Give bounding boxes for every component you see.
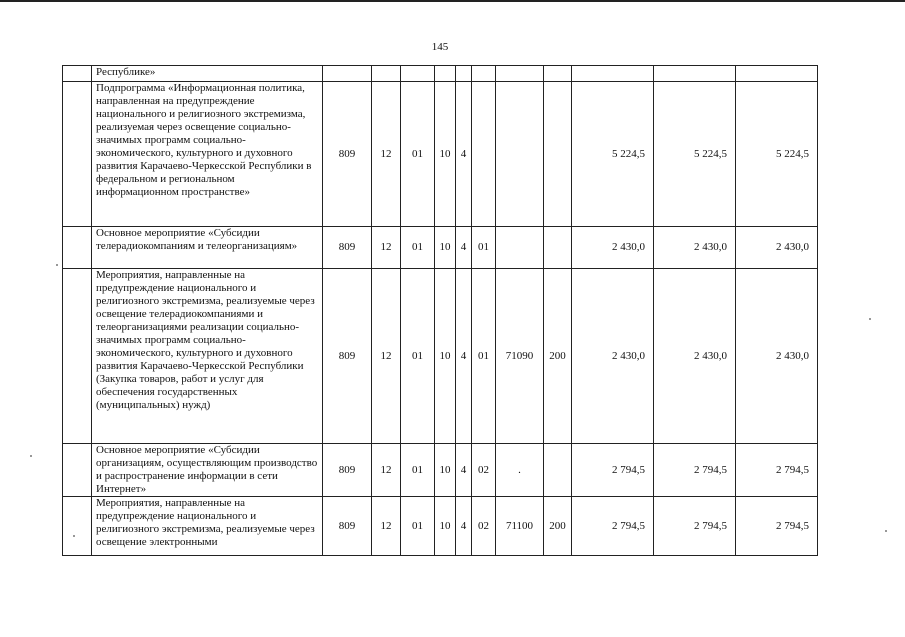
subprogram-cell — [456, 66, 472, 82]
csr-cell: 71090 — [496, 269, 544, 444]
name-cell: Мероприятия, направленные на предупреждение национального и религиозного экстремизма, реализуемые через освещение электронными — [92, 497, 323, 556]
row-number-cell — [63, 269, 92, 444]
scan-speck — [885, 530, 887, 532]
amount-year3-cell: 2 794,5 — [736, 497, 818, 556]
vr-cell: 200 — [544, 497, 572, 556]
amount-year2-cell — [654, 66, 736, 82]
rz-cell: 12 — [372, 444, 401, 497]
table-row — [63, 227, 818, 269]
table-row — [63, 444, 818, 497]
program-cell: 10 — [435, 497, 456, 556]
csr-cell: . — [496, 444, 544, 497]
vr-cell — [544, 444, 572, 497]
event-cell: 01 — [472, 227, 496, 269]
csr-cell — [496, 82, 544, 227]
event-cell: 02 — [472, 444, 496, 497]
amount-year3-cell: 5 224,5 — [736, 82, 818, 227]
ved-cell: 809 — [323, 82, 372, 227]
subprogram-cell: 4 — [456, 227, 472, 269]
amount-year2-cell: 2 794,5 — [654, 497, 736, 556]
amount-year3-cell: 2 794,5 — [736, 444, 818, 497]
amount-year1-cell — [572, 66, 654, 82]
scan-speck — [30, 455, 32, 457]
amount-year2-cell: 5 224,5 — [654, 82, 736, 227]
table-row — [63, 66, 818, 82]
rz-cell: 12 — [372, 269, 401, 444]
csr-cell: 71100 — [496, 497, 544, 556]
amount-year2-cell: 2 430,0 — [654, 227, 736, 269]
page-number: 145 — [431, 41, 449, 53]
vr-cell — [544, 82, 572, 227]
row-number-cell — [63, 444, 92, 497]
pr-cell: 01 — [401, 444, 435, 497]
pr-cell — [401, 66, 435, 82]
subprogram-cell: 4 — [456, 444, 472, 497]
subprogram-cell: 4 — [456, 497, 472, 556]
amount-year2-cell: 2 430,0 — [654, 269, 736, 444]
event-cell: 02 — [472, 497, 496, 556]
amount-year1-cell: 5 224,5 — [572, 82, 654, 227]
event-cell — [472, 82, 496, 227]
vr-cell — [544, 227, 572, 269]
budget-table — [62, 65, 818, 556]
rz-cell: 12 — [372, 82, 401, 227]
name-cell: Основное мероприятие «Субсидии телерадиокомпаниям и телеорганизациям» — [92, 227, 323, 269]
vr-cell: 200 — [544, 269, 572, 444]
scan-speck — [869, 318, 871, 320]
pr-cell: 01 — [401, 497, 435, 556]
amount-year3-cell: 2 430,0 — [736, 269, 818, 444]
scan-top-edge — [0, 0, 905, 2]
amount-year3-cell — [736, 66, 818, 82]
table-row — [63, 82, 818, 227]
program-cell — [435, 66, 456, 82]
amount-year1-cell: 2 430,0 — [572, 269, 654, 444]
ved-cell — [323, 66, 372, 82]
csr-cell — [496, 227, 544, 269]
name-cell: Подпрограмма «Информационная политика, направленная на предупреждение национального и религиозного экстремизма, реализуемая через освещение социально-значимых программ социально-экономического, культурного и духовного развития Карачаево-Черкесской Республики в федеральном и региональном информационном пространстве» — [92, 82, 323, 227]
program-cell: 10 — [435, 444, 456, 497]
subprogram-cell: 4 — [456, 269, 472, 444]
event-cell: 01 — [472, 269, 496, 444]
pr-cell: 01 — [401, 227, 435, 269]
row-number-cell — [63, 82, 92, 227]
rz-cell: 12 — [372, 227, 401, 269]
row-number-cell — [63, 66, 92, 82]
program-cell: 10 — [435, 227, 456, 269]
name-cell: Мероприятия, направленные на предупреждение национального и религиозного экстремизма, реализуемые через освещение телерадиокомпаниями и телеорганизациями реализации социально-значимых программ социально-экономического, культурного и духовного развития Карачаево-Черкесской Республики (Закупка товаров, работ и услуг для обеспечения государственных (муниципальных) нужд) — [92, 269, 323, 444]
vr-cell — [544, 66, 572, 82]
ved-cell: 809 — [323, 444, 372, 497]
amount-year1-cell: 2 794,5 — [572, 444, 654, 497]
pr-cell: 01 — [401, 82, 435, 227]
amount-year3-cell: 2 430,0 — [736, 227, 818, 269]
amount-year1-cell: 2 794,5 — [572, 497, 654, 556]
event-cell — [472, 66, 496, 82]
name-cell: Республике» — [92, 66, 323, 82]
program-cell: 10 — [435, 269, 456, 444]
scan-speck — [56, 264, 58, 266]
ved-cell: 809 — [323, 497, 372, 556]
pr-cell: 01 — [401, 269, 435, 444]
table-row — [63, 269, 818, 444]
rz-cell: 12 — [372, 497, 401, 556]
row-number-cell — [63, 227, 92, 269]
scan-speck — [73, 535, 75, 537]
amount-year2-cell: 2 794,5 — [654, 444, 736, 497]
ved-cell: 809 — [323, 227, 372, 269]
csr-cell — [496, 66, 544, 82]
subprogram-cell: 4 — [456, 82, 472, 227]
program-cell: 10 — [435, 82, 456, 227]
name-cell: Основное мероприятие «Субсидии организациям, осуществляющим производство и распространение информации в сети Интернет» — [92, 444, 323, 497]
row-number-cell — [63, 497, 92, 556]
ved-cell: 809 — [323, 269, 372, 444]
table-row — [63, 497, 818, 556]
rz-cell — [372, 66, 401, 82]
amount-year1-cell: 2 430,0 — [572, 227, 654, 269]
